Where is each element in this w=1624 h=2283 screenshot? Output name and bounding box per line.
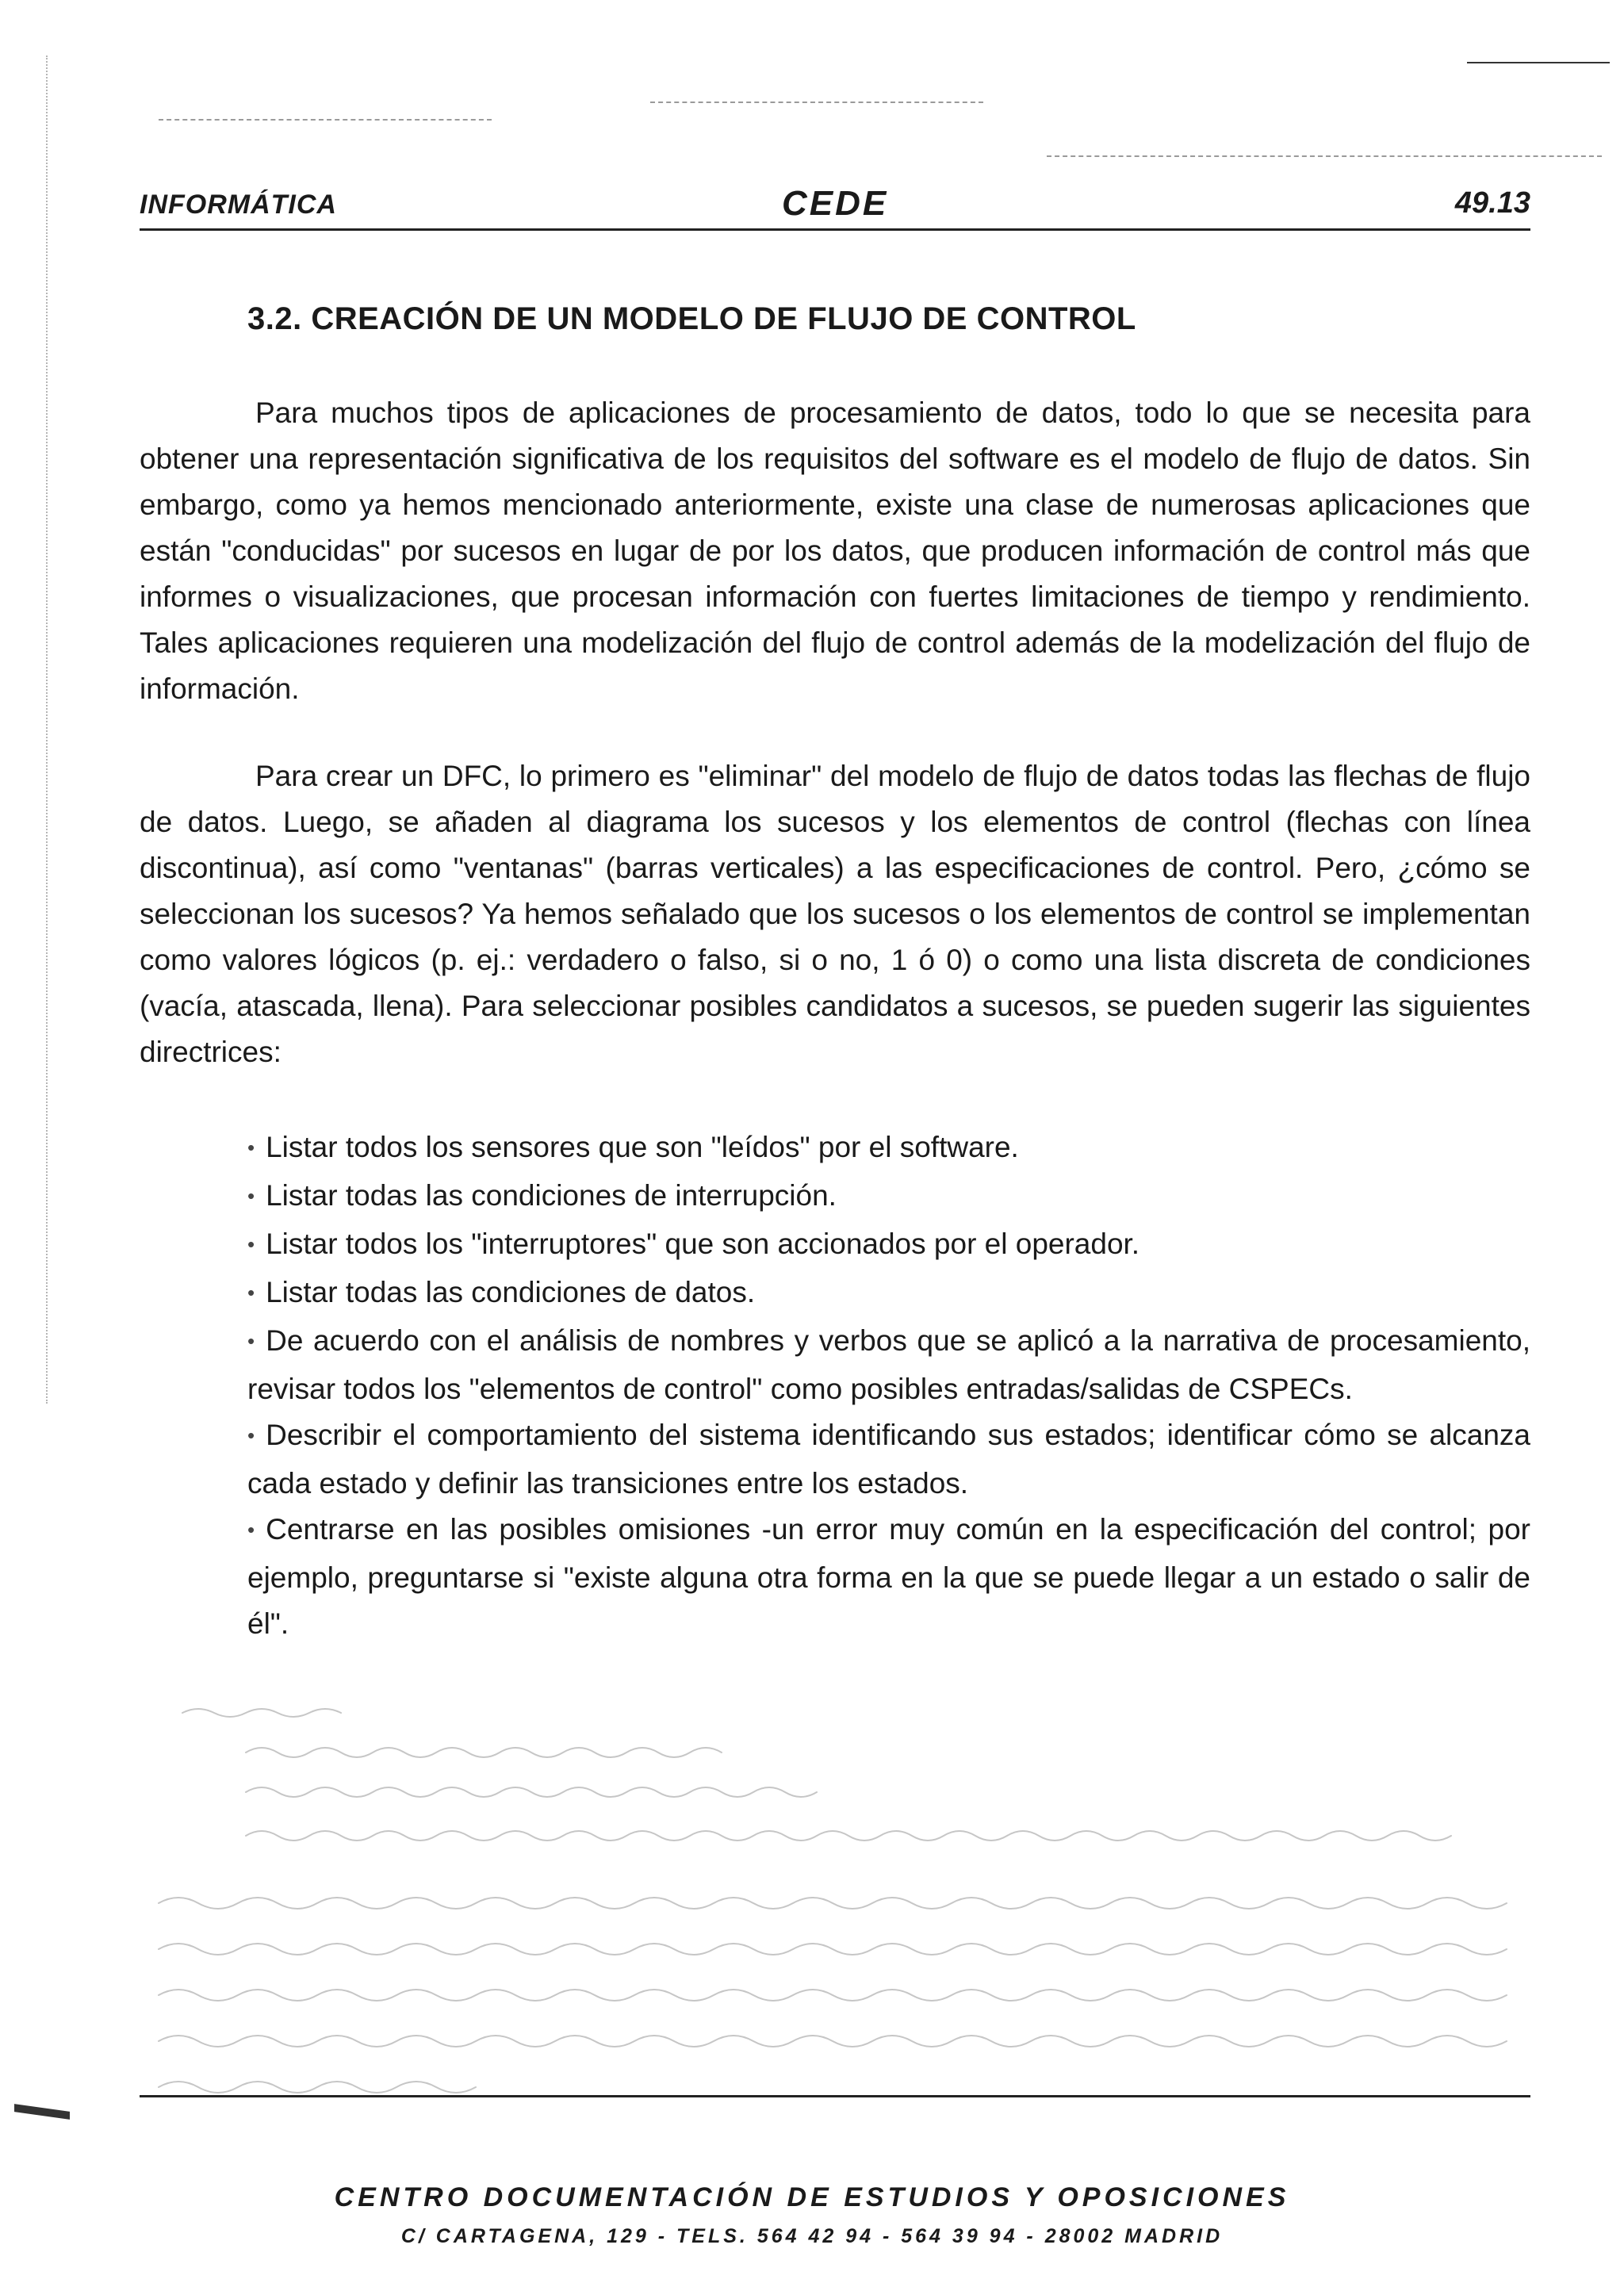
footer-organization: CENTRO DOCUMENTACIÓN DE ESTUDIOS Y OPOSICIONES [334, 2182, 1290, 2212]
list-item: • Listar todos los sensores que son "leídos" por el software. [247, 1124, 1530, 1173]
list-item: • Listar todos los "interruptores" que son accionados por el operador. [247, 1221, 1530, 1270]
list-item: • Listar todas las condiciones de datos. [247, 1270, 1530, 1318]
scan-artifact-line [159, 119, 492, 121]
scan-artifact-line [1467, 62, 1610, 63]
list-item: • Describir el comportamiento del sistema identificando sus estados; identificar cómo se alcanza cada estado y definir las transiciones entre los estados. [247, 1412, 1530, 1507]
header-logo-text: CEDE [782, 184, 889, 223]
footer-divider [140, 2095, 1530, 2097]
list-item: • De acuerdo con el análisis de nombres y verbos que se aplicó a la narrativa de procesamiento, revisar todos los "elementos de control" como posibles entradas/salidas de CSPECs. [247, 1318, 1530, 1412]
binder-hole-mark [14, 2104, 70, 2120]
scan-artifact-line [1047, 155, 1602, 157]
list-item: • Listar todas las condiciones de interrupción. [247, 1173, 1530, 1221]
scan-left-margin-line [46, 56, 48, 1404]
list-item: • Centrarse en las posibles omisiones -un error muy común en la especificación del control; por ejemplo, preguntarse si "existe alguna otra forma en la que se puede llegar a un estado o salir de él". [247, 1507, 1530, 1647]
footer-address: C/ CARTAGENA, 129 - TELS. 564 42 94 - 564 39 94 - 28002 MADRID [400, 2225, 1224, 2247]
faint-handwriting-notes [143, 1697, 1538, 2141]
body-paragraph: Para crear un DFC, lo primero es "eliminar" del modelo de flujo de datos todas las flechas de flujo de datos. Luego, se añaden al diagrama los sucesos y los elementos de control (flechas con línea discontinua), así como "ventanas" (barras verticales) a las especificaciones de control. Pero, ¿cómo se seleccionan los sucesos? Ya hemos señalado que los sucesos o los elementos de control se implementan como valores lógicos (p. ej.: verdadero o falso, si o no, 1 ó 0) o como una lista discreta de condiciones (vacía, atascada, llena). Para seleccionar posibles candidatos a sucesos, se pueden sugerir las siguientes directrices: [140, 760, 1530, 1068]
guidelines-list [247, 1124, 1530, 1647]
scan-artifact-line [650, 102, 983, 103]
handwriting-strokes [159, 1709, 1507, 2093]
header-subject: INFORMÁTICA [140, 190, 337, 220]
header-page-number: 49.13 [1454, 186, 1530, 220]
section-title: 3.2. CREACIÓN DE UN MODELO DE FLUJO DE CONTROL [247, 301, 1136, 336]
page-header [140, 181, 1530, 231]
body-paragraph: Para muchos tipos de aplicaciones de procesamiento de datos, todo lo que se necesita para obtener una representación significativa de los requisitos del software es el modelo de flujo de datos. Sin embargo, como ya hemos mencionado anteriormente, existe una clase de numerosas aplicaciones que están "conducidas" por sucesos en lugar de por los datos, que producen información de control más que informes o visualizaciones, que procesan información con fuertes limitaciones de tiempo y rendimiento. Tales aplicaciones requieren una modelización del flujo de control además de la modelización del flujo de información. [140, 396, 1530, 705]
